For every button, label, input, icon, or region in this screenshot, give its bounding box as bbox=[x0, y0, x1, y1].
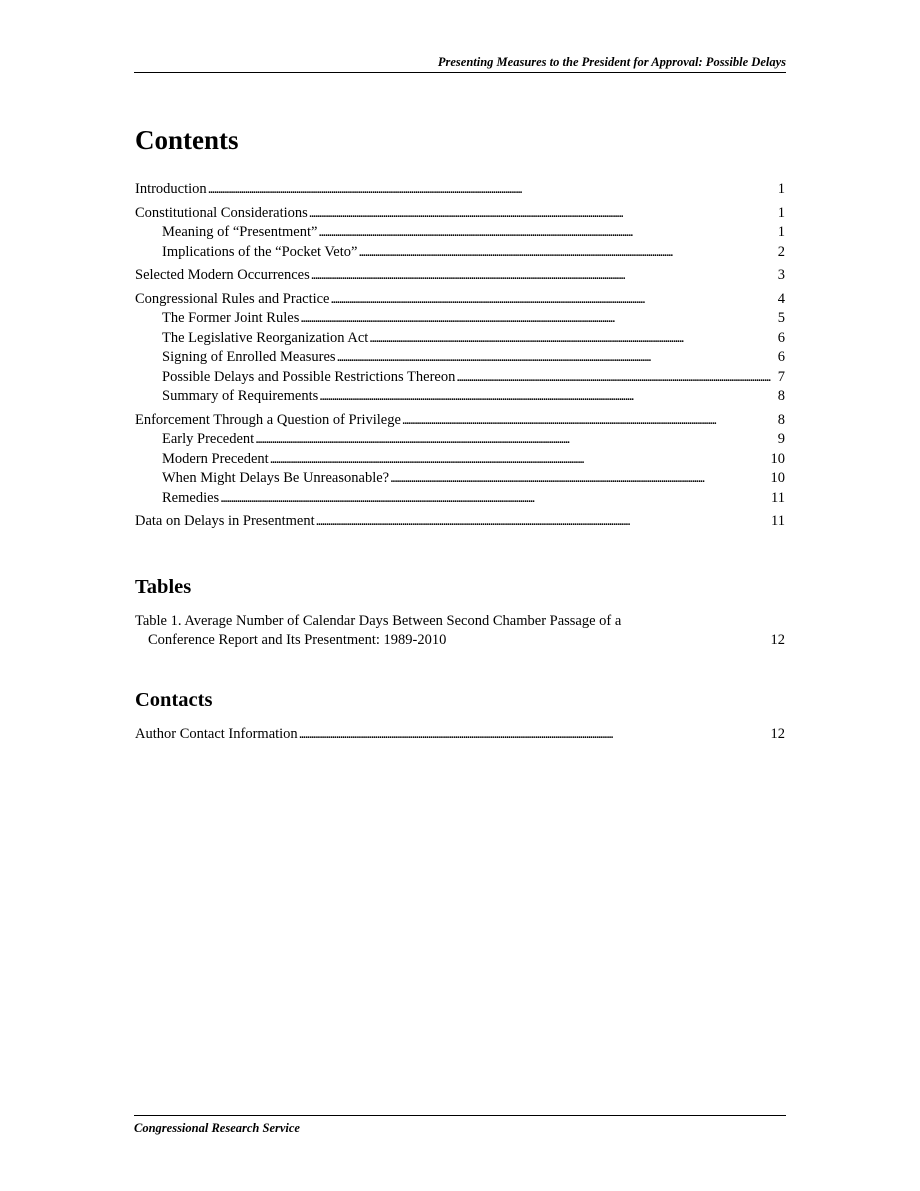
toc-entry-page: 11 bbox=[771, 489, 785, 506]
toc-entry-label: Modern Precedent bbox=[162, 450, 269, 467]
toc-entry-page: 2 bbox=[777, 243, 785, 260]
toc-entry[interactable] bbox=[135, 512, 785, 532]
toc-entry-label: Constitutional Considerations bbox=[135, 204, 308, 221]
leader-dots bbox=[402, 411, 777, 431]
toc-entry-page: 1 bbox=[777, 224, 785, 240]
toc-entry-page: 8 bbox=[777, 388, 785, 404]
toc-entry-label: Introduction bbox=[135, 181, 207, 197]
leader-dots bbox=[358, 243, 776, 263]
leader-dots bbox=[220, 489, 770, 509]
leader-dots bbox=[331, 290, 777, 310]
toc-entry[interactable] bbox=[135, 266, 785, 286]
leader-dots bbox=[270, 450, 770, 470]
toc-entry-page: 1 bbox=[777, 204, 785, 221]
toc-entry-page: 1 bbox=[777, 181, 785, 197]
contents-list bbox=[135, 180, 785, 532]
leader-dots bbox=[369, 329, 776, 349]
toc-entry-page: 9 bbox=[777, 431, 785, 447]
table-entry-line2: Conference Report and Its Presentment: 1989-2010 bbox=[148, 632, 447, 648]
toc-entry[interactable] bbox=[135, 387, 785, 407]
toc-entry[interactable] bbox=[135, 411, 785, 431]
table-entry[interactable] bbox=[135, 612, 785, 651]
leader-dots bbox=[299, 725, 770, 745]
toc-entry-page: 6 bbox=[777, 349, 785, 365]
toc-entry-label: Enforcement Through a Question of Privilege bbox=[135, 411, 401, 428]
leader-dots bbox=[255, 430, 777, 450]
toc-entry-label: The Former Joint Rules bbox=[162, 310, 300, 326]
contacts-entry-page: 12 bbox=[770, 725, 785, 742]
contacts-title: Contacts bbox=[135, 688, 213, 711]
toc-entry-page: 4 bbox=[777, 290, 785, 307]
running-title: Presenting Measures to the President for Approval: Possible Delays bbox=[437, 55, 786, 69]
leader-dots bbox=[319, 387, 776, 407]
toc-entry-page: 10 bbox=[770, 470, 785, 486]
toc-entry-page: 6 bbox=[777, 329, 785, 346]
toc-entry[interactable] bbox=[135, 223, 785, 243]
running-footer bbox=[134, 1115, 786, 1136]
toc-entry-page: 11 bbox=[771, 513, 785, 529]
toc-entry-page: 3 bbox=[777, 267, 785, 283]
toc-entry-label: Remedies bbox=[162, 489, 220, 506]
toc-entry[interactable] bbox=[135, 348, 785, 368]
toc-entry[interactable] bbox=[135, 180, 785, 200]
toc-entry-label: When Might Delays Be Unreasonable? bbox=[162, 470, 390, 486]
toc-entry[interactable] bbox=[135, 469, 785, 489]
leader-dots bbox=[390, 469, 769, 489]
footer-publisher: Congressional Research Service bbox=[134, 1121, 300, 1135]
page-content bbox=[135, 120, 785, 744]
toc-entry[interactable] bbox=[135, 368, 785, 388]
toc-entry-page: 10 bbox=[770, 450, 785, 467]
toc-entry-label: Data on Delays in Presentment bbox=[135, 513, 315, 529]
contacts-entry-label: Author Contact Information bbox=[135, 725, 298, 742]
toc-entry-label: The Legislative Reorganization Act bbox=[162, 329, 369, 346]
toc-entry-page: 8 bbox=[777, 411, 785, 428]
toc-entry-page: 5 bbox=[777, 310, 785, 326]
toc-entry[interactable] bbox=[135, 290, 785, 310]
leader-dots bbox=[309, 204, 777, 224]
leader-dots bbox=[337, 348, 777, 368]
toc-entry[interactable] bbox=[135, 243, 785, 263]
leader-dots bbox=[316, 512, 770, 532]
contents-title: Contents bbox=[135, 125, 239, 155]
toc-entry[interactable] bbox=[135, 329, 785, 349]
leader-dots bbox=[456, 368, 776, 388]
toc-entry-label: Congressional Rules and Practice bbox=[135, 290, 330, 307]
toc-entry-label: Selected Modern Occurrences bbox=[135, 267, 310, 283]
toc-entry[interactable] bbox=[135, 204, 785, 224]
toc-entry-label: Implications of the “Pocket Veto” bbox=[162, 243, 358, 260]
leader-dots bbox=[311, 266, 777, 286]
toc-entry-label: Signing of Enrolled Measures bbox=[162, 349, 336, 365]
toc-entry-label: Possible Delays and Possible Restrictions Thereon bbox=[162, 368, 456, 385]
toc-entry[interactable] bbox=[135, 489, 785, 509]
toc-entry[interactable] bbox=[135, 450, 785, 470]
toc-entry-label: Early Precedent bbox=[162, 431, 255, 447]
table-entry-page: 12 bbox=[770, 632, 785, 648]
toc-entry-label: Summary of Requirements bbox=[162, 388, 319, 404]
leader-dots bbox=[318, 223, 776, 243]
toc-entry-label: Meaning of “Presentment” bbox=[162, 224, 318, 240]
table-entry-line1: Table 1. Average Number of Calendar Days Between Second Chamber Passage of a bbox=[135, 612, 622, 629]
running-header bbox=[134, 55, 786, 73]
leader-dots bbox=[300, 309, 776, 329]
leader-dots bbox=[208, 180, 777, 200]
contacts-entry[interactable] bbox=[135, 725, 785, 745]
toc-entry[interactable] bbox=[135, 309, 785, 329]
tables-title: Tables bbox=[135, 575, 192, 598]
toc-entry[interactable] bbox=[135, 430, 785, 450]
toc-entry-page: 7 bbox=[777, 368, 785, 385]
